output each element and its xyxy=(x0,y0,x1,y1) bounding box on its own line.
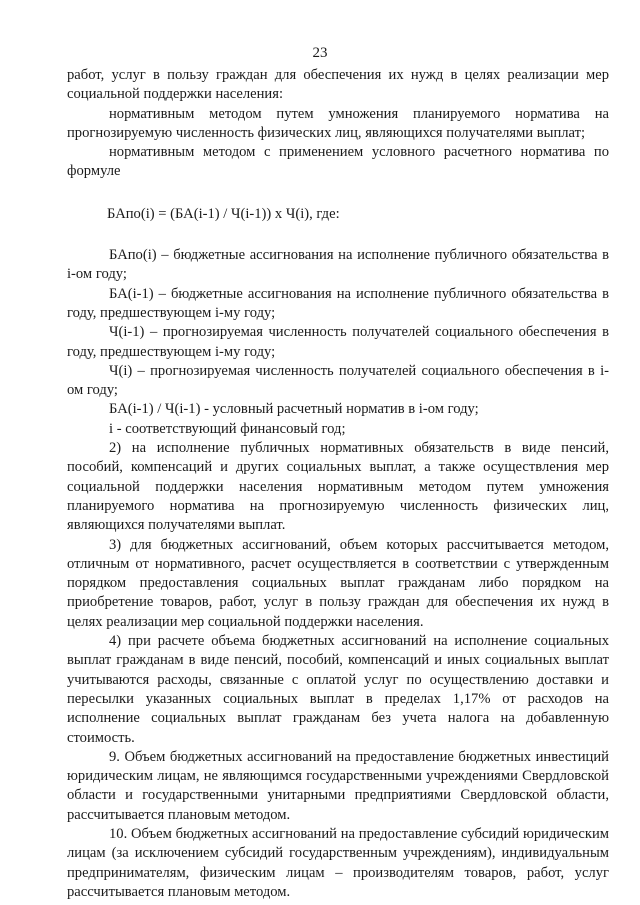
document-body xyxy=(67,66,609,902)
definition-ba-i-1: БА(i-1) – бюджетные ассигнования на исполнение публичного обязательства в году, предшествующем i-му году; xyxy=(67,285,609,321)
page-number: 23 xyxy=(312,45,328,61)
definition-normative: БА(i-1) / Ч(i-1) - условный расчетный норматив в i-ом году; xyxy=(109,401,479,418)
formula: БАпо(i) = (БА(i-1) / Ч(i-1)) х Ч(i), где: xyxy=(107,205,340,222)
definition-ch-i-1: Ч(i-1) – прогнозируемая численность получателей социального обеспечения в году, предшествующем i-му году; xyxy=(67,324,609,360)
paragraph-section-10: 10. Объем бюджетных ассигнований на предоставление субсидий юридическим лицам (за исключением субсидий государственным учреждениям), индивидуальным предпринимателям, физическим лицам – производителям товаров, работ, услуг рассчитывается плановым методом. xyxy=(67,825,609,900)
paragraph-item-3: 3) для бюджетных ассигнований, объем которых рассчитывается методом, отличным от нормативного, расчет осуществляется в соответствии с утвержденным порядком предоставления социальных выплат гражданам либо порядком на приобретение товаров, работ, услуг в пользу граждан для обеспечения их нужд в целях реализации мер социальной поддержки населения. xyxy=(67,536,609,630)
paragraph-item-4: 4) при расчете объема бюджетных ассигнований на исполнение социальных выплат гражданам в виде пенсий, пособий, компенсаций и иных социальных выплат учитываются расходы, связанные с оплатой услуг по осуществлению доставки и пересылки указанных социальных выплат в пределах 1,17% от расходов на исполнение социальных выплат гражданам без учета налога на добавленную стоимость. xyxy=(67,633,609,746)
paragraph-normative-method-formula: нормативным методом с применением условного расчетного норматива по формуле xyxy=(67,144,609,180)
definition-i: i - соответствующий финансовый год; xyxy=(109,420,346,437)
paragraph-section-9: 9. Объем бюджетных ассигнований на предоставление бюджетных инвестиций юридическим лицам, не являющимся государственными учреждениями Свердловской области и государственными унитарными предприятиями Свердловской области, рассчитывается плановым методом. xyxy=(67,748,609,823)
paragraph-normative-method-multiplication: нормативным методом путем умножения планируемого норматива на прогнозируемую численность физических лиц, являющихся получателями выплат; xyxy=(67,105,609,141)
definition-ch-i: Ч(i) – прогнозируемая численность получателей социального обеспечения в i-ом году; xyxy=(67,362,609,399)
paragraph-continuation: работ, услуг в пользу граждан для обеспечения их нужд в целях реализации мер социальной поддержки населения: xyxy=(67,67,609,103)
definition-bapo-i: БАпо(i) – бюджетные ассигнования на исполнение публичного обязательства в i-ом году; xyxy=(67,247,609,283)
paragraph-item-2: 2) на исполнение публичных нормативных обязательств в виде пенсий, пособий, компенсаций и других социальных выплат, а также осуществления мер социальной поддержки населения нормативным методом путем умножения планируемого норматива на прогнозируемую численность физических лиц, являющихся получателями выплат. xyxy=(67,440,609,534)
